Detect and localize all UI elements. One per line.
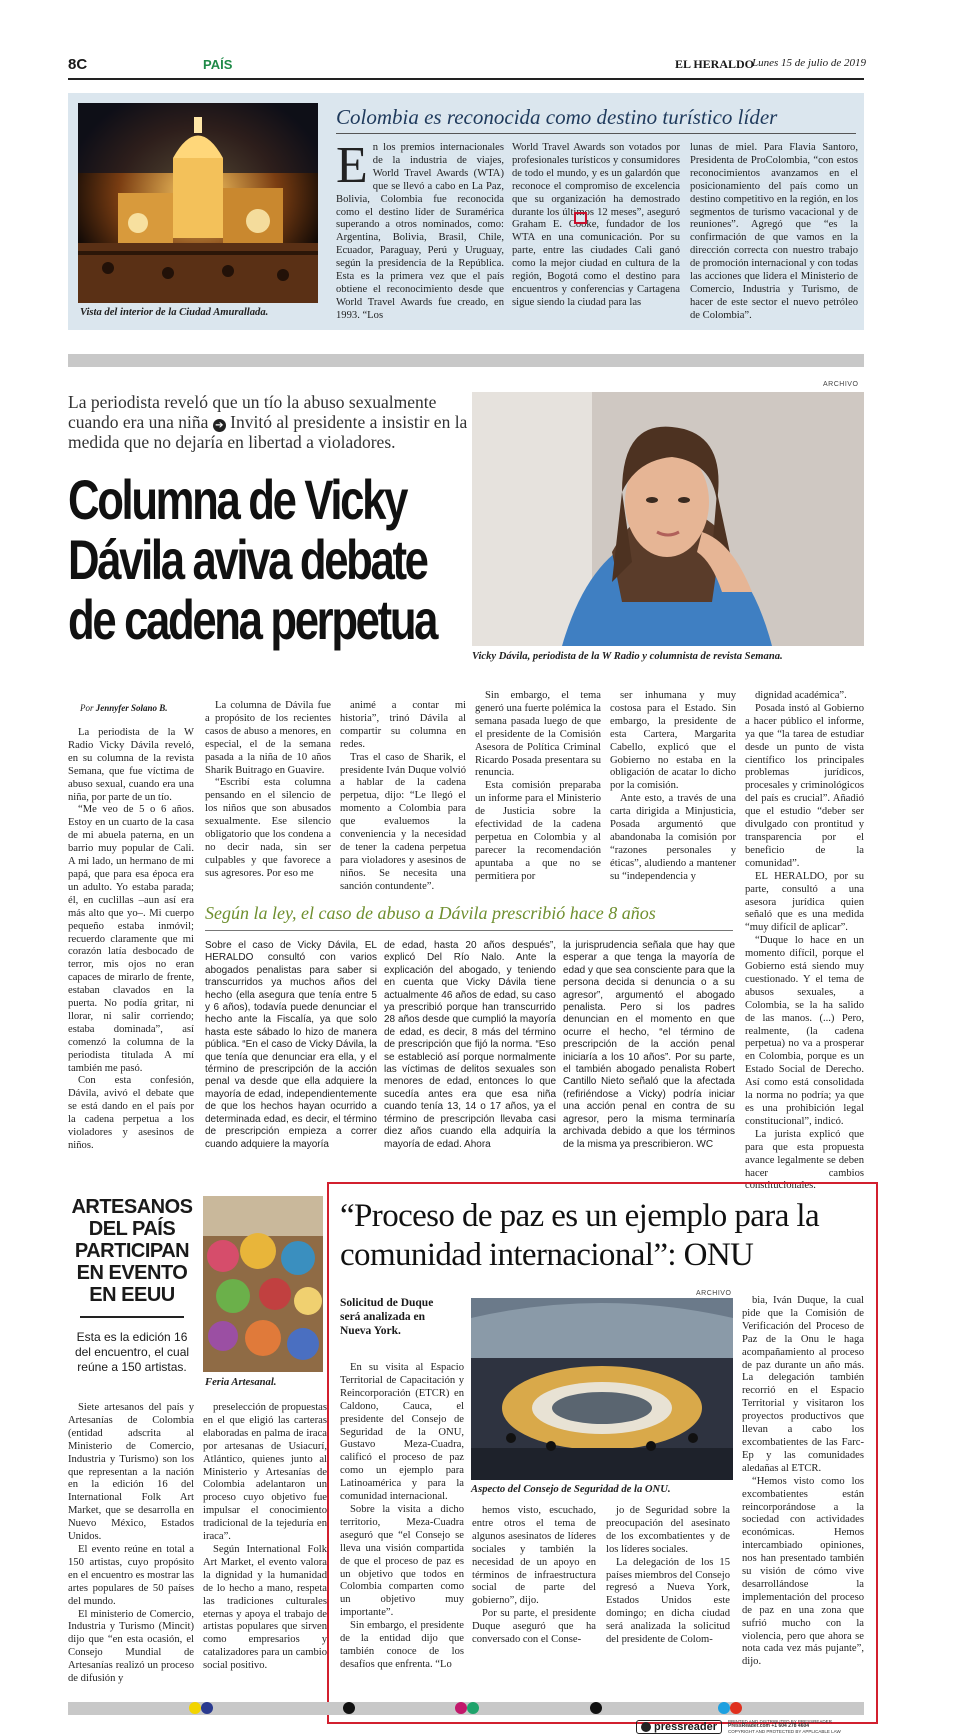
pressreader-line-2: PressReader.com +1 604 278 4604 xyxy=(728,1723,810,1729)
vicky-headline: Columna de Vicky Dávila aviva debate de cadena perpetua xyxy=(68,468,437,651)
masthead-brand: EL HERALDO xyxy=(675,57,755,71)
vicky-col-6-p1: dignidad académica”. xyxy=(755,690,847,701)
onu-col-1 xyxy=(340,1362,464,1692)
highlight-marker[interactable] xyxy=(574,212,587,224)
tourism-dropcap: E xyxy=(336,137,368,194)
page-number: 8C xyxy=(68,56,88,73)
artesanos-photo-caption: Feria Artesanal. xyxy=(205,1377,277,1388)
onu-col-1-p3: Sin embargo, el presidente de la entidad dijo que también conoce de los desafíos que enfrenta. “Lo xyxy=(340,1620,464,1670)
sub-col-3: la jurisprudencia señala que hay que esperar a que tenga la mayoría de edad y que sea consciente para que la persona decida si denuncia o a su agresor”, argumentó el abogado penalista. Pero si los padres denuncian en el momento en que ocurre el hecho, “el término de prescripción de la acción penal iniciaría a los 10 años”. Por su parte, el también abogado penalista Robert Cantillo Nieto señaló que la afectada (refiriéndose a Vicky) podría iniciar una acción penal en contra de su agresor, pero la misma terminaría archivada debido a que los términos de la misma ya prescribieron. WC xyxy=(563,940,735,1150)
registration-dot-black-2 xyxy=(590,1702,602,1714)
onu-col-2-p2: Por su parte, el presidente Duque aseguró que ha conversado con el Conse- xyxy=(472,1608,596,1646)
byline-name: Jennyfer Solano B. xyxy=(95,703,168,713)
onu-summary: Solicitud de Duque será analizada en Nueva York. xyxy=(340,1297,434,1337)
onu-col-3-p1: jo de Seguridad sobre la preocupación del asesinato de los excombatientes y de los líderes sociales. xyxy=(606,1505,730,1555)
byline-prefix: Por xyxy=(80,703,94,713)
arrow-bullet-icon: ➔ xyxy=(213,419,226,432)
vicky-col-6-p2: Posada instó al Gobierno a hacer público el informe, ya que “la tarea de estudiar desde un punto de vista científico los principales problemas jurídicos, procesales y criminológicos del país es crucial”. Añadió que el estudio “deber ser divulgado con prontitud y transparencia por el beneficio de la comunidad”. xyxy=(745,702,864,869)
onu-col-3 xyxy=(606,1505,730,1692)
onu-col-4-p2: “Hemos visto como los excombatientes están reincorporándose a la sociedad con actividades económicas. Hemos intercambiado opiniones, nos han presentado también su visión de cómo vive desarrollándose la implementación del proceso de paz en una zona que sufrió mucho con la violencia, pero que ahora se nota cada vez más pujante”, dijo. xyxy=(742,1475,864,1668)
vicky-deck2-text: Invitó al presidente a insistir en la medida que no dejaría en libertad a violadores. xyxy=(68,412,468,452)
sub-col-1: Sobre el caso de Vicky Dávila, EL HERALDO consultó con varios abogados penalistas para saber si transcurridos ya muchos años del hecho (ella asegura que tenía entre 5 y 6 años), todavía puede denunciar el hecho ante la Fiscalía, ya que solo hasta este sábado lo hizo de manera pública. “En el caso de Vicky Dávila, la que tenía que denunciar era ella, y el término de prescripción de la acción penal va desde que ella adquiere la mayoría de edad, independientemente de que los hechos hayan ocurrido a determinada edad, es decir, el término de prescripción empieza a correr cuando adquiere la mayoría xyxy=(205,940,377,1150)
onu-col-4-p1: bia, Iván Duque, la cual pide que la Comisión de Verificación del Proceso de Paz de la Onu le haga acompañamiento al proceso de paz durante un año más. La delegación también recorrió en el Espacio Territorial y visitaron los proyectos productivos que llevan a cabo los excombatientes de las Farc-Ep y las comunidades aledañas al ETCR. xyxy=(742,1295,864,1474)
onu-col-1-p2: Sobre la visita a dicho territorio, Meza-Cuadra aseguró que “el Consejo se lleva una visión compartida de que el proceso de paz es un objetivo que todos en Colombia comparten como un objetivo muy importante”. xyxy=(340,1503,464,1619)
vicky-col-6 xyxy=(745,690,864,1192)
onu-col-2 xyxy=(472,1505,596,1692)
vicky-col-6-p3: EL HERALDO, por su parte, consultó a una asesora jurídica quien señaló que es una medida “muy difícil de aplicar”. xyxy=(745,870,864,934)
tourism-col-1 xyxy=(336,137,504,321)
onu-col-3-p2: La delegación de los 15 países miembros del Consejo regresó a Nueva York, Estados Unidos este domingo; en dicha ciudad será analizada la solicitud del presidente de Colom- xyxy=(606,1556,730,1646)
vicky-portrait-illustration xyxy=(472,392,864,646)
sub-col-2: de edad, hasta 20 años después”, explicó Del Río Nalo. Ante la explicación del abogado, y teniendo en cuenta que Vicky Dávila tiene actualmente 46 años de edad, su caso ya prescribió porque han transcurrido 28 años desde que cumplió la mayoría de edad, es decir, 8 más del término de prescripción que fijó la norma. “Eso se estableció así porque normalmente las víctimas de delitos sexuales son menores de edad, entonces lo que sucedía antes era que esa niña cuando tenía 13, 14 o 17 años, ya el término de prescripción llevaba casi diez años cuando ella adquiría la mayoría de edad. Ahora xyxy=(384,940,556,1150)
onu-headline: “Proceso de paz es un ejemplo para la comunidad internacional”: ONU xyxy=(340,1198,820,1273)
section-divider-bar xyxy=(68,354,864,367)
artesanos-rule xyxy=(80,1316,184,1318)
section-label: PAÍS xyxy=(203,57,233,72)
vicky-col-2-p1: La columna de Dávila fue a propósito de los recientes casos de abuso a menores, en especial, el de la semana pasada a la niña de 10 años Sharik Buitrago en Guavire. xyxy=(205,700,331,776)
vicky-col-3 xyxy=(340,700,466,892)
vicky-photo-credit: ARCHIVO xyxy=(823,381,859,388)
tourism-photo-caption: Vista del interior de la Ciudad Amurallada. xyxy=(80,307,269,318)
vicky-col-3-p2: Tras el caso de Sharik, el presidente Iván Duque volvió a hablar de la cadena perpetua, dijo: “Le llegó el momento a Colombia para que evaluemos la conveniencia y la necesidad de tener la cadena perpetua para violadores y asesinos de niños. Se necesita una sanción contundente”. xyxy=(340,751,466,892)
pressreader-logo xyxy=(636,1720,722,1734)
subheadline-rule xyxy=(205,930,733,931)
registration-dot-yellow xyxy=(189,1702,201,1714)
vicky-col-1-p2: “Me veo de 5 o 6 años. Estoy en un cuarto de la casa de mi abuela paterna, en un barrio muy popular de Cali. A mi lado, un hermano de mi papá, que para esa época era un adulto. Yo estaba parada; él, en cuclillas –aun así era más alto que yo–. Mi cuerpo pequeño estaba inmóvil; recuerdo claramente que mi corazón latía desbocado de terror, mis ojos no eran capaces de mirarlo de frente, estaban clavados en la puerta. No podía gritar, ni llorar, ni salir corriendo; estaba dominada”, así comenzó la columna de la periodista titulada A mí también me pasó. xyxy=(68,804,194,1074)
tourism-col-1-text: n los premios internacionales de la industria de viajes, World Travel Awards (WTA) que se llevó a cabo en La Paz, Bolivia, Colombia fue reconocida como el destino líder de Suramérica superando a otros nominados, como: Argentina, Bolivia, Brasil, Chile, Ecuador, Paraguay, Perú y Uruguay, según la presidencia de la República. Esta es la primera vez que el país obtiene el reconocimiento desde que World Travel Awards fue creado, en 1993. “Los xyxy=(336,142,504,321)
security-council-illustration xyxy=(471,1298,733,1480)
vicky-photo-caption: Vicky Dávila, periodista de la W Radio y columnista de revista Semana. xyxy=(472,651,783,662)
registration-dot-black-1 xyxy=(343,1702,355,1714)
pressreader-line-1: PRINTED AND DISTRIBUTED BY PRESSREADER xyxy=(728,1719,832,1724)
onu-col-4 xyxy=(742,1295,864,1692)
vicky-subheadline: Según la ley, el caso de abuso a Dávila prescribió hace 8 años xyxy=(205,903,656,923)
header-rule xyxy=(68,78,864,80)
artesanos-col-2-p1: preselección de propuestas en el que eligió las carteras elaboradas en palma de iraca por artesanas de Usiacurí, Atlántico, quienes junto al Ministerio y Artesanías de Colombia adelantaron un proceso cuyo objetivo fue impulsar el conocimiento tradicional de la tejeduría en iraca”. xyxy=(203,1402,327,1543)
artesanos-photo xyxy=(203,1196,323,1372)
vicky-deck-text: La periodista reveló que un tío la abuso sexualmente cuando era una niña xyxy=(68,392,437,432)
artesanos-headline: ARTESANOS DEL PAÍS PARTICIPAN EN EVENTO EN EEUU xyxy=(71,1196,193,1306)
registration-dot-cyan xyxy=(718,1702,730,1714)
artesanos-col-2-p2: Según International Folk Art Market, el evento valora la dignidad y la humanidad de lo hecho a mano, respeta las tradiciones culturales eternas y apoya el trabajo de artistas populares que sirven como empresarios y catalizadores para un cambio social positivo. xyxy=(203,1543,327,1672)
registration-dot-red xyxy=(730,1702,742,1714)
vicky-col-6-p5: La jurista explicó que para que esta propuesta avance legalmente se deben hacer cambios constitucionales. xyxy=(745,1128,864,1192)
vicky-col-1-p3: Con esta confesión, Dávila, avivó el debate que se está dando en el país por la cadena perpetua a los violadores y asesinos de niños. xyxy=(68,1075,194,1151)
artesanos-col-1 xyxy=(68,1402,194,1692)
tourism-headline: Colombia es reconocida como destino turístico líder xyxy=(336,105,778,129)
vicky-col-1 xyxy=(68,727,194,1167)
artesanos-summary: Esta es la edición 16 del encuentro, el cual reúne a 150 artistas. xyxy=(74,1330,190,1374)
vicky-col-1-p1: La periodista de la W Radio Vicky Dávila reveló, en su columna de la revista Semana, que fue víctima de abuso sexual, cuando era una niña, por parte de un tío. xyxy=(68,727,194,803)
onu-photo-credit: ARCHIVO xyxy=(696,1290,732,1297)
artesanos-col-1-p3: El ministerio de Comercio, Industria y Turismo (Mincit) dijo que “en esta ocasión, el Consejo Mundial de Artesanías realizó un proceso de difusión y xyxy=(68,1608,194,1685)
vicky-photo xyxy=(472,392,864,646)
onu-col-2-p1: hemos visto, escuchado, entre otros el tema de algunos asesinatos de líderes sociales y también la necesidad de un apoyo en términos de infraestructura social de parte del gobierno”, dijo. xyxy=(472,1505,596,1607)
vicky-deck xyxy=(68,392,468,452)
artesanos-col-1-p2: El evento reúne en total a 150 artistas, cuyo propósito en el encuentro es mostrar las artes populares de 50 países del mundo. xyxy=(68,1543,194,1607)
tourism-col-2: World Travel Awards son votados por profesionales turísticos y consumidores de todo el mundo, y es un galardón que reconoce el compromiso de excelencia que su organización ha demostrado durante los últimos 12 meses”, aseguró Graham E. Cooke, fundador de los WTA en una comunicación. Por su parte, entre las ciudades Cali ganó como la mejor ciudad en cultura de la región, Bogotá como el destino para encuentros y conferencias y Cartagena sigue siendo la ciudad para las xyxy=(512,142,680,308)
vicky-col-2 xyxy=(205,700,331,878)
vicky-col-4-p2: Esta comisión preparaba un informe para el Ministerio de Justicia sobre la efectividad de la cadena perpetua en Colombia y al parecer la recomendación apuntaba a que no se permitiera por xyxy=(475,780,601,882)
masthead-date: Lunes 15 de julio de 2019 xyxy=(752,57,866,69)
vicky-col-3-p1: animé a contar mi historia”, trinó Dávila al compartir su columna en redes. xyxy=(340,700,466,750)
onu-col-1-p1: En su visita al Espacio Territorial de Capacitación y Reincorporación (ETCR) en Caldono, Cauca, el presidente del Consejo de Seguridad de la ONU, Gustavo Meza-Cuadra, calificó el proceso de paz como un ejemplo para Latinoamérica y para la comunidad internacional. xyxy=(340,1362,464,1503)
vicky-col-4 xyxy=(475,690,601,882)
artesanos-col-2 xyxy=(203,1402,327,1692)
onu-photo-caption: Aspecto del Consejo de Seguridad de la ONU. xyxy=(471,1484,671,1495)
registration-dot-blue xyxy=(201,1702,213,1714)
craft-fair-illustration xyxy=(203,1196,323,1372)
vicky-col-4-p1: Sin embargo, el tema generó una fuerte polémica la semana pasada luego de que el presidente de la Comisión Asesora de Política Criminal Ricardo Posada presentara su renuncia. xyxy=(475,690,601,779)
pressreader-icon xyxy=(641,1722,651,1732)
vicky-col-5-p2: Ante esto, a través de una carta dirigida a Minjusticia, Posada argumentó que abandonaba la comisión por “razones personales y éticas”, aludiendo a mantener su “independencia y xyxy=(610,793,736,882)
registration-dot-magenta xyxy=(455,1702,467,1714)
tourism-headline-rule xyxy=(336,133,856,134)
pressreader-info xyxy=(728,1719,841,1734)
tourism-photo xyxy=(78,103,318,303)
vicky-col-2-p2: “Escribí esta columna pensando en el silencio de los niños que son abusados sexualmente. Ese silencio obligatorio que los condena a no decir nada, sin ser culpables y que favorece a sus agresores. Por eso me xyxy=(205,777,331,879)
vicky-col-5-p1: ser inhumana y muy costosa para el Estado. Sin embargo, la presidente de esta Cartera, Margarita Cabello, explicó que el Gobierno no estaba en la obligación de acatar lo dicho por la comisión. xyxy=(610,690,736,792)
onu-photo xyxy=(471,1298,733,1480)
registration-dot-green xyxy=(467,1702,479,1714)
artesanos-col-1-p1: Siete artesanos del país y Artesanías de Colombia (entidad adscrita al Ministerio de Comercio, Industria y Turismo) son los que representan a la nación en la edición 16 del International Folk Art Market, que se desarrolla en Nuevo México, Estados Unidos. xyxy=(68,1402,194,1543)
vicky-col-5 xyxy=(610,690,736,882)
vicky-col-6-p4: “Duque lo hace en un momento difícil, porque el Gobierno está siendo muy cuestionado. Y el tema de abusos sexuales, a Colombia, se la ha salido de las manos. (...) Pero, realmente, (la cadena perpetua) no va a prosperar en Colombia, porque es un Estado Social de Derecho. Así como está consolidada la norma no podría; ya que es una prohibición legal constitucional”, indicó. xyxy=(745,935,864,1127)
tourism-col-3: lunas de miel. Para Flavia Santoro, Presidenta de ProColombia, “con estos reconocimientos avanzamos en el posicionamiento del país como un destino competitivo en la región, en los segmentos de turismo vacacional y de reuniones”. Agregó que “es la confirmación de que vamos en la dirección correcta con nuestro trabajo de promoción internacional y con todas las acciones que lidera el Ministerio de Comercio, Industria y Turismo, de hacer de este sector el nuevo petróleo de Colombia”. xyxy=(690,142,858,321)
pressreader-badge[interactable] xyxy=(636,1719,866,1734)
pressreader-brand: pressreader xyxy=(654,1720,717,1733)
vicky-byline xyxy=(80,703,168,713)
pressreader-line-3: COPYRIGHT AND PROTECTED BY APPLICABLE LAW xyxy=(728,1729,841,1734)
walled-city-illustration xyxy=(78,103,318,303)
